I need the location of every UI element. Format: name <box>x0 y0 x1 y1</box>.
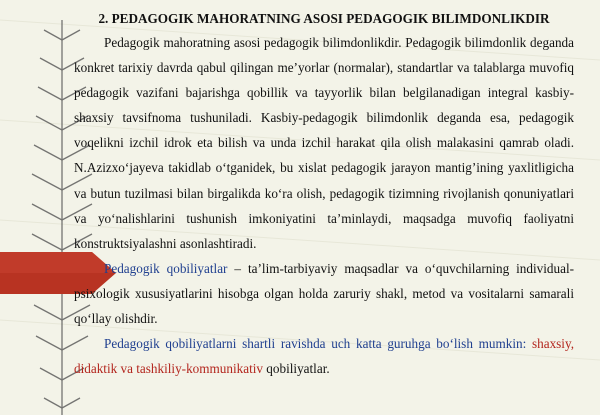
section-heading: 2. PEDAGOGIK MAHORATNING ASOSI PEDAGOGIK BILIMDONLIKDIR <box>98 11 550 26</box>
slide-content <box>74 8 574 381</box>
definition-text: – ta’lim-tarbiyaviy maqsadlar va o‘quvchilarning individual-psixologik xususiyatlarini hisobga olgan holda zaruriy shakl, metod va vositalarni samarali qo‘llay olishdir. <box>74 260 575 327</box>
groups-tail: qobiliyatlar. <box>263 361 330 377</box>
paragraph-bilimdonlik: Pedagogik mahoratning asosi pedagogik bilimdonlikdir. Pedagogik bilimdonlik deganda konkret tarixiy davrda qabul qilingan me’yorlar (normalar), standartlar va talablarga muvofiq pedagogik vazifani bajarishga qobillik va tayyorlik bilan belgilanadigan integral kasbiy-shaxsiy tavsifnoma tushuniladi. Kasbiy-pedagogik bilimdonlik deganda esa, pedagogik voqelikni izchil idrok eta bilish va unda izchil harakat qila olish malakasini qamrab oladi. N.Azizxo‘jayeva takidlab o‘tganidek, bu xislat pedagogik jarayon mantig’ining yaxlitligicha va butun tuzilmasi bilan birgalikda ko‘ra olish, pedagogik tizimning rivojlanish qonuniyatlari va yo‘nalishlarini tushunish imkoniyatini ta’minlaydi, maqsadga muvofiq faoliyatni konstruktsiyalashni asonlashtiradi. <box>74 35 574 251</box>
paragraph-guruhlar <box>74 331 574 381</box>
paragraph-qobiliyatlar <box>74 256 574 331</box>
groups-lead: Pedagogik qobiliyatlarni shartli ravishda uch katta guruhga bo‘lish mumkin: <box>104 336 527 352</box>
ability-types: shaxsiy, didaktik va tashkiliy-kommunikativ <box>74 336 574 377</box>
term-pedagogik-qobiliyatlar: Pedagogik qobiliyatlar <box>104 260 228 276</box>
